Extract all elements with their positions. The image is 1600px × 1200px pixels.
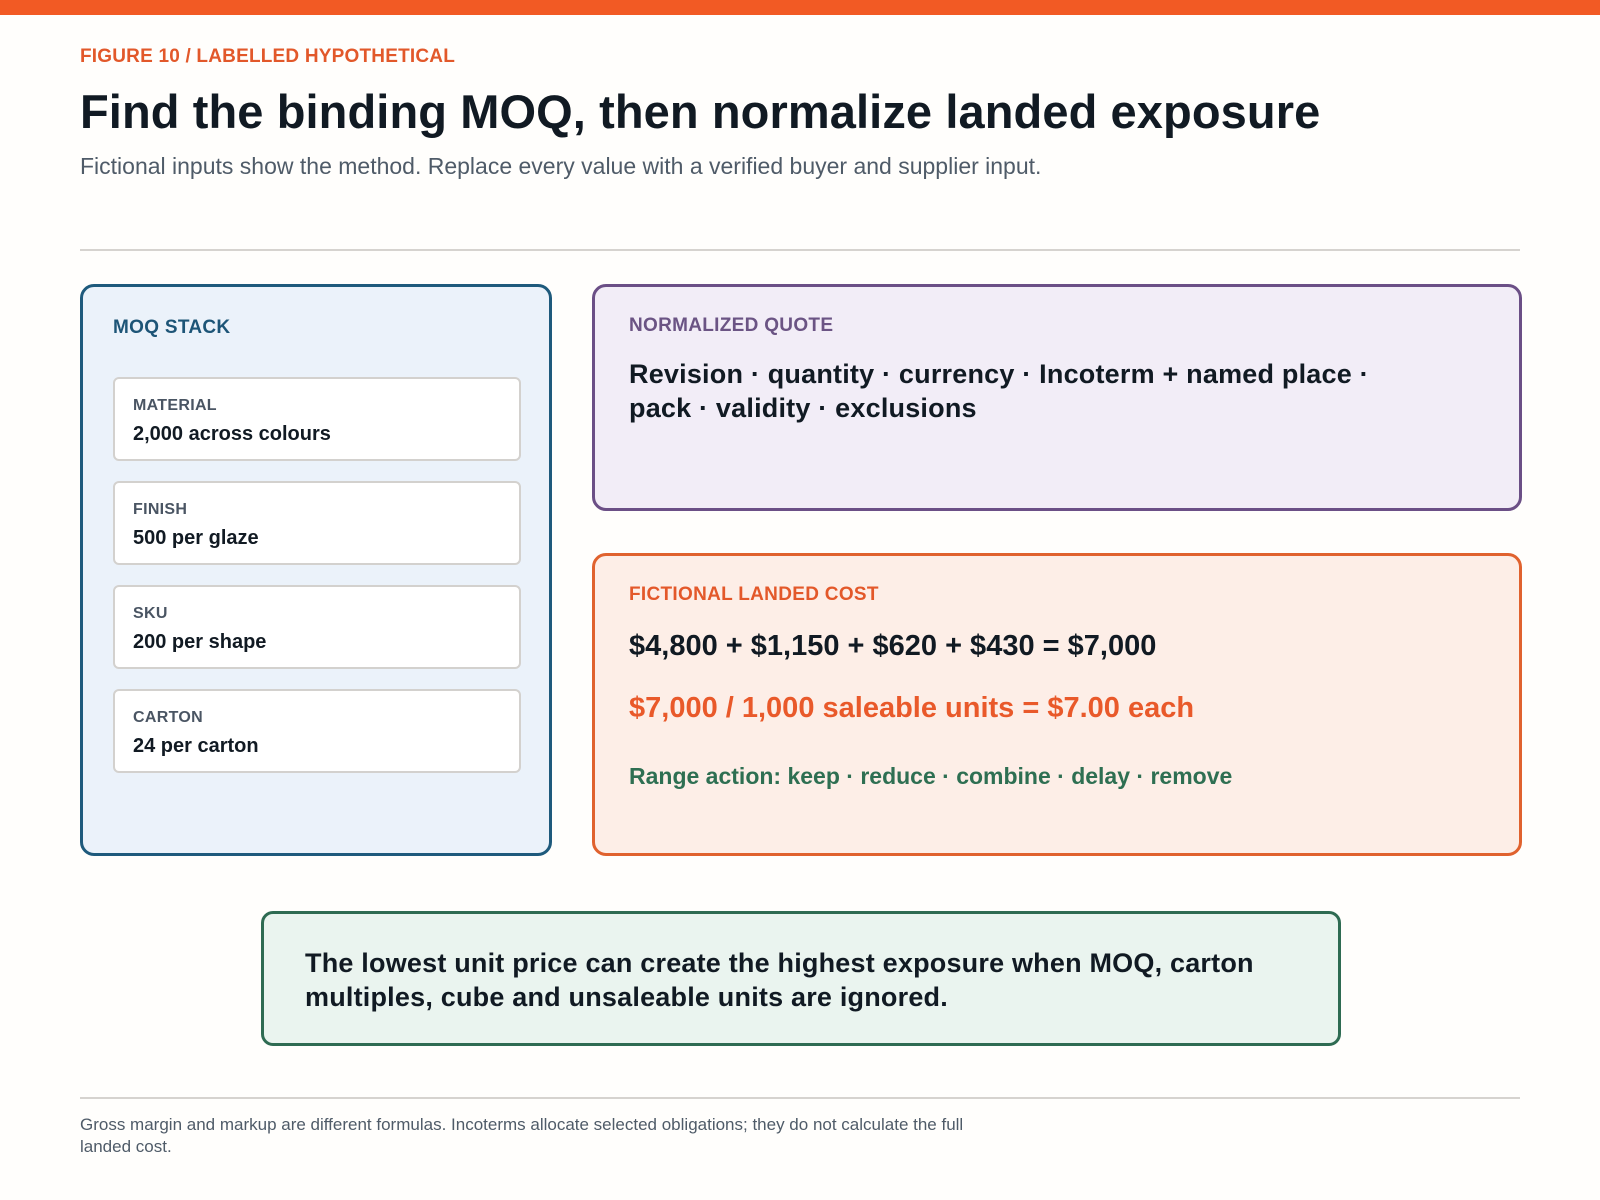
- landed-cost-equation: $4,800 + $1,150 + $620 + $430 = $7,000: [629, 630, 1157, 662]
- per-unit-cost: $7,000 / 1,000 saleable units = $7.00 each: [629, 692, 1195, 724]
- footnote: Gross margin and markup are different formulas. Incoterms allocate selected obligations; they do not calculate the full landed cost.: [80, 1115, 964, 1156]
- normalized-quote-panel: [592, 284, 1522, 511]
- key-insight-callout: [261, 911, 1341, 1046]
- normalized-quote-label: NORMALIZED QUOTE: [629, 315, 834, 336]
- page-title: Find the binding MOQ, then normalize landed exposure: [80, 85, 1321, 138]
- header-divider: [80, 249, 1520, 251]
- landed-cost-panel: [592, 553, 1522, 856]
- moq-card-key: MATERIAL: [133, 397, 217, 414]
- callout-text: The lowest unit price can create the highest exposure when MOQ, carton multiples, cube and unsaleable units are ignored.: [305, 948, 1254, 1012]
- moq-card-material: [113, 377, 521, 461]
- moq-card-sku: [113, 585, 521, 669]
- moq-card-value: 200 per shape: [133, 631, 267, 653]
- page-subtitle: Fictional inputs show the method. Replace every value with a verified buyer and supplier input.: [80, 153, 1042, 179]
- range-action: Range action: keep · reduce · combine · delay · remove: [629, 763, 1233, 789]
- figure-label: FIGURE 10 / LABELLED HYPOTHETICAL: [80, 46, 456, 67]
- normalized-quote-text: Revision · quantity · currency · Incoterm + named place · pack · validity · exclusions: [629, 359, 1369, 423]
- moq-card-value: 24 per carton: [133, 735, 259, 757]
- moq-stack-panel: [80, 284, 552, 856]
- moq-card-key: SKU: [133, 605, 168, 622]
- moq-card-value: 500 per glaze: [133, 527, 259, 549]
- top-accent-bar: [0, 0, 1600, 15]
- footer-divider: [80, 1097, 1520, 1099]
- moq-stack-label: MOQ STACK: [113, 317, 231, 338]
- moq-card-value: 2,000 across colours: [133, 423, 331, 445]
- moq-card-carton: [113, 689, 521, 773]
- landed-cost-label: FICTIONAL LANDED COST: [629, 584, 879, 605]
- moq-card-key: CARTON: [133, 709, 203, 726]
- moq-card-key: FINISH: [133, 501, 188, 518]
- moq-card-finish: [113, 481, 521, 565]
